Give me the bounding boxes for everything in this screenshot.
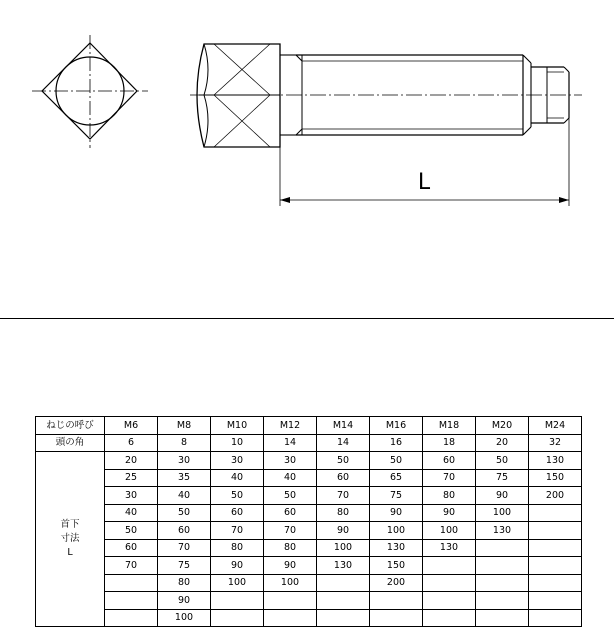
length-cell [317, 574, 370, 592]
length-cell [529, 557, 582, 575]
length-cell [476, 557, 529, 575]
length-cell: 30 [105, 487, 158, 505]
length-cell: 50 [317, 452, 370, 470]
table-row-length [36, 469, 582, 487]
length-cell: 90 [317, 522, 370, 540]
length-cell: 65 [370, 469, 423, 487]
length-cell: 80 [317, 504, 370, 522]
row-label-length-line: L [67, 547, 73, 558]
neck-taper-bottom [296, 129, 302, 135]
head-width-cell: 32 [529, 434, 582, 452]
length-cell: 60 [105, 539, 158, 557]
length-cell: 100 [423, 522, 476, 540]
length-cell: 130 [317, 557, 370, 575]
length-cell: 90 [211, 557, 264, 575]
dimension-label-L: L [417, 170, 431, 195]
length-cell: 130 [423, 539, 476, 557]
shank-chamfer-top [523, 55, 531, 63]
length-cell: 20 [105, 452, 158, 470]
length-cell: 100 [264, 574, 317, 592]
length-cell: 40 [264, 469, 317, 487]
length-cell: 100 [211, 574, 264, 592]
length-cell: 80 [423, 487, 476, 505]
row-label-length-line: 寸法 [60, 533, 80, 544]
length-cell: 50 [476, 452, 529, 470]
table-row-thread-size [36, 417, 582, 435]
length-cell [423, 574, 476, 592]
length-cell [529, 539, 582, 557]
neck-taper-top [296, 55, 302, 61]
length-cell [529, 574, 582, 592]
length-cell: 40 [158, 487, 211, 505]
length-cell: 60 [158, 522, 211, 540]
length-cell [264, 609, 317, 627]
size-cell: M8 [158, 417, 211, 435]
length-cell: 200 [529, 487, 582, 505]
length-cell: 70 [211, 522, 264, 540]
length-cell: 130 [476, 522, 529, 540]
length-cell: 50 [211, 487, 264, 505]
length-cell: 80 [211, 539, 264, 557]
length-cell: 90 [370, 504, 423, 522]
table-row-head-width [36, 434, 582, 452]
length-cell: 60 [423, 452, 476, 470]
head-width-cell: 14 [317, 434, 370, 452]
length-cell: 80 [264, 539, 317, 557]
length-cell: 70 [105, 557, 158, 575]
length-cell: 70 [264, 522, 317, 540]
size-cell: M12 [264, 417, 317, 435]
length-cell: 100 [158, 609, 211, 627]
length-cell: 100 [476, 504, 529, 522]
size-cell: M14 [317, 417, 370, 435]
length-cell: 100 [370, 522, 423, 540]
head-width-cell: 18 [423, 434, 476, 452]
length-cell: 30 [158, 452, 211, 470]
length-cell [476, 539, 529, 557]
length-cell: 75 [476, 469, 529, 487]
size-cell: M10 [211, 417, 264, 435]
length-cell: 60 [211, 504, 264, 522]
length-cell [264, 592, 317, 610]
length-cell: 60 [317, 469, 370, 487]
length-cell: 70 [423, 469, 476, 487]
length-cell: 150 [529, 469, 582, 487]
length-cell [211, 592, 264, 610]
section-divider [0, 318, 614, 319]
length-cell: 90 [423, 504, 476, 522]
size-cell: M20 [476, 417, 529, 435]
row-label-length [36, 452, 105, 627]
size-cell: M16 [370, 417, 423, 435]
dimension-arrow-right [559, 197, 569, 203]
table-row-length [36, 522, 582, 540]
size-cell: M6 [105, 417, 158, 435]
length-cell [370, 609, 423, 627]
row-label-length-line: 首下 [60, 519, 80, 530]
length-cell: 35 [158, 469, 211, 487]
length-cell: 200 [370, 574, 423, 592]
length-cell [476, 574, 529, 592]
dog-point-chamfer-top [564, 67, 569, 72]
length-cell [476, 592, 529, 610]
head-width-cell: 14 [264, 434, 317, 452]
length-cell [423, 592, 476, 610]
head-width-cell: 8 [158, 434, 211, 452]
row-label-head-width: 頭の角 [36, 434, 105, 452]
length-cell [529, 504, 582, 522]
length-cell [105, 592, 158, 610]
length-cell: 75 [370, 487, 423, 505]
table-row-length [36, 452, 582, 470]
table-row-length [36, 557, 582, 575]
head-width-cell: 10 [211, 434, 264, 452]
head-width-cell: 20 [476, 434, 529, 452]
size-cell: M24 [529, 417, 582, 435]
length-cell: 50 [264, 487, 317, 505]
length-cell: 25 [105, 469, 158, 487]
length-cell: 90 [158, 592, 211, 610]
length-cell [423, 609, 476, 627]
length-cell [317, 592, 370, 610]
row-label-thread-size: ねじの呼び [36, 417, 105, 435]
size-cell: M18 [423, 417, 476, 435]
length-cell: 30 [211, 452, 264, 470]
length-cell: 130 [529, 452, 582, 470]
length-cell: 60 [264, 504, 317, 522]
length-cell: 30 [264, 452, 317, 470]
dog-point-chamfer-bottom [564, 118, 569, 123]
length-cell [529, 522, 582, 540]
table-row-length [36, 574, 582, 592]
length-cell [211, 609, 264, 627]
length-cell [529, 592, 582, 610]
length-cell [317, 609, 370, 627]
length-cell [529, 609, 582, 627]
length-cell: 40 [211, 469, 264, 487]
head-width-cell: 6 [105, 434, 158, 452]
length-dimension [280, 118, 569, 206]
table-row-length [36, 487, 582, 505]
length-cell: 90 [476, 487, 529, 505]
table-row-length [36, 592, 582, 610]
length-cell: 75 [158, 557, 211, 575]
head-width-cell: 16 [370, 434, 423, 452]
length-cell [105, 609, 158, 627]
length-cell: 150 [370, 557, 423, 575]
length-cell: 40 [105, 504, 158, 522]
length-cell: 80 [158, 574, 211, 592]
table-row-length [36, 504, 582, 522]
length-cell [105, 574, 158, 592]
length-cell: 70 [158, 539, 211, 557]
length-cell: 90 [264, 557, 317, 575]
length-cell [476, 609, 529, 627]
length-cell [370, 592, 423, 610]
length-cell: 70 [317, 487, 370, 505]
side-view [190, 44, 582, 147]
length-cell: 50 [370, 452, 423, 470]
dimension-arrow-left [280, 197, 290, 203]
length-cell: 50 [158, 504, 211, 522]
length-cell [423, 557, 476, 575]
size-table [35, 416, 582, 627]
shank-chamfer-bottom [523, 127, 531, 135]
table-row-length [36, 539, 582, 557]
length-cell: 130 [370, 539, 423, 557]
length-cell: 100 [317, 539, 370, 557]
length-cell: 50 [105, 522, 158, 540]
end-view [32, 35, 148, 148]
table-row-length [36, 609, 582, 627]
